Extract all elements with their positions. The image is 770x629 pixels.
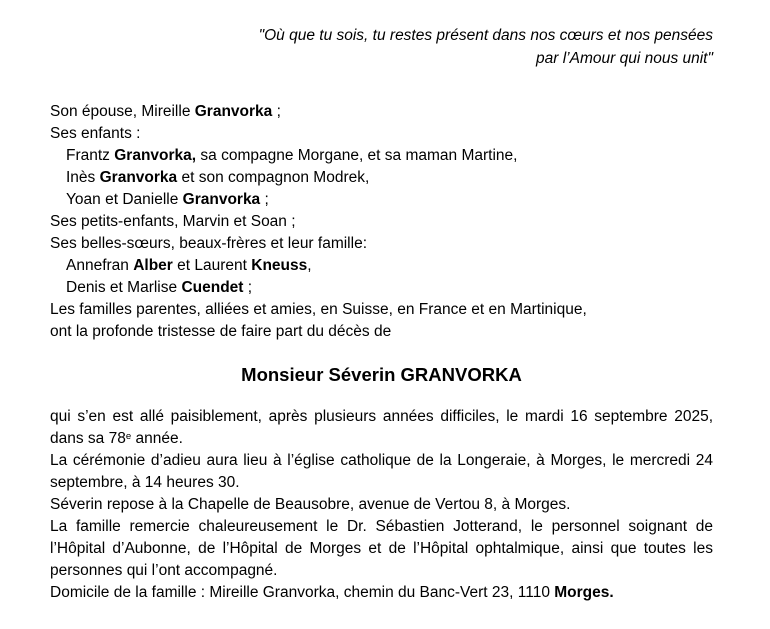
document-content xyxy=(50,0,713,604)
text-segment: sa compagne Morgane, et sa maman Martine, xyxy=(196,147,518,164)
text-segment: Annefran xyxy=(66,257,134,274)
text-segment: , xyxy=(307,257,312,274)
text-segment: ; xyxy=(243,279,253,296)
text-segment: La famille remercie chaleureusement le Dr. Sébastien Jotterand, le personnel soignant de l’Hôpital d’Aubonne, de l’Hôpital de Morges et de l’Hôpital ophtalmique, ainsi que toutes les personnes qui l’ont accompagné. xyxy=(50,518,713,579)
announcement-paragraph xyxy=(50,450,713,494)
family-line xyxy=(50,189,713,211)
text-segment: Les familles parentes, alliées et amies, en Suisse, en France et en Martinique, xyxy=(50,301,587,318)
epigraph-line-2: par l’Amour qui nous unit" xyxy=(536,50,713,67)
announcement-paragraph xyxy=(50,406,713,450)
bold-text-segment: Granvorka xyxy=(194,103,273,120)
bold-text-segment: Alber xyxy=(133,257,173,274)
family-line xyxy=(50,101,713,123)
text-segment: Ses petits-enfants, Marvin et Soan ; xyxy=(50,213,296,230)
text-segment: année. xyxy=(131,430,183,447)
bold-text-segment: Granvorka, xyxy=(114,147,197,164)
family-line xyxy=(50,123,713,145)
text-segment: Inès xyxy=(66,169,100,186)
text-segment: qui s’en est allé paisiblement, après plusieurs années difficiles, le mardi 16 septembre 2025, dans sa 78 xyxy=(50,408,713,447)
family-line xyxy=(50,211,713,233)
family-line xyxy=(50,145,713,167)
text-segment: Denis et Marlise xyxy=(66,279,182,296)
superscript-segment: e xyxy=(125,430,132,442)
text-segment: et Laurent xyxy=(172,257,252,274)
text-segment: ; xyxy=(272,103,281,120)
text-segment: ont la profonde tristesse de faire part du décès de xyxy=(50,323,392,340)
family-line xyxy=(50,277,713,299)
family-line xyxy=(50,299,713,321)
text-segment: Séverin repose à la Chapelle de Beausobre, avenue de Vertou 8, à Morges. xyxy=(50,496,571,513)
announcement-paragraphs xyxy=(50,406,713,604)
text-segment: La cérémonie d’adieu aura lieu à l’église catholique de la Longeraie, à Morges, le mercredi 24 septembre, à 14 heures 30. xyxy=(50,452,713,491)
bold-text-segment: Morges. xyxy=(554,584,614,601)
announcement-paragraph xyxy=(50,516,713,582)
text-segment: Ses belles-sœurs, beaux-frères et leur famille: xyxy=(50,235,368,252)
deceased-name-title: Monsieur Séverin GRANVORKA xyxy=(241,364,522,385)
text-segment: Yoan et Danielle xyxy=(66,191,183,208)
announcement-paragraph xyxy=(50,494,713,516)
text-segment: Domicile de la famille : Mireille Granvorka, chemin du Banc-Vert 23, 1110 xyxy=(50,584,555,601)
text-segment: Son épouse, Mireille xyxy=(50,103,195,120)
bold-text-segment: Kneuss xyxy=(251,257,308,274)
text-segment: Frantz xyxy=(66,147,115,164)
family-line xyxy=(50,167,713,189)
epigraph-quote xyxy=(50,24,713,70)
text-segment: et son compagnon Modrek, xyxy=(177,169,370,186)
family-list xyxy=(50,101,713,343)
family-line xyxy=(50,321,713,343)
bold-text-segment: Cuendet xyxy=(181,279,244,296)
text-segment: ; xyxy=(260,191,269,208)
epigraph-line-1: "Où que tu sois, tu restes présent dans nos cœurs et nos pensées xyxy=(258,27,713,44)
text-segment: Ses enfants : xyxy=(50,125,141,142)
announcement-paragraph xyxy=(50,582,713,604)
bold-text-segment: Granvorka xyxy=(99,169,178,186)
family-line xyxy=(50,233,713,255)
bold-text-segment: Granvorka xyxy=(182,191,261,208)
family-line xyxy=(50,255,713,277)
